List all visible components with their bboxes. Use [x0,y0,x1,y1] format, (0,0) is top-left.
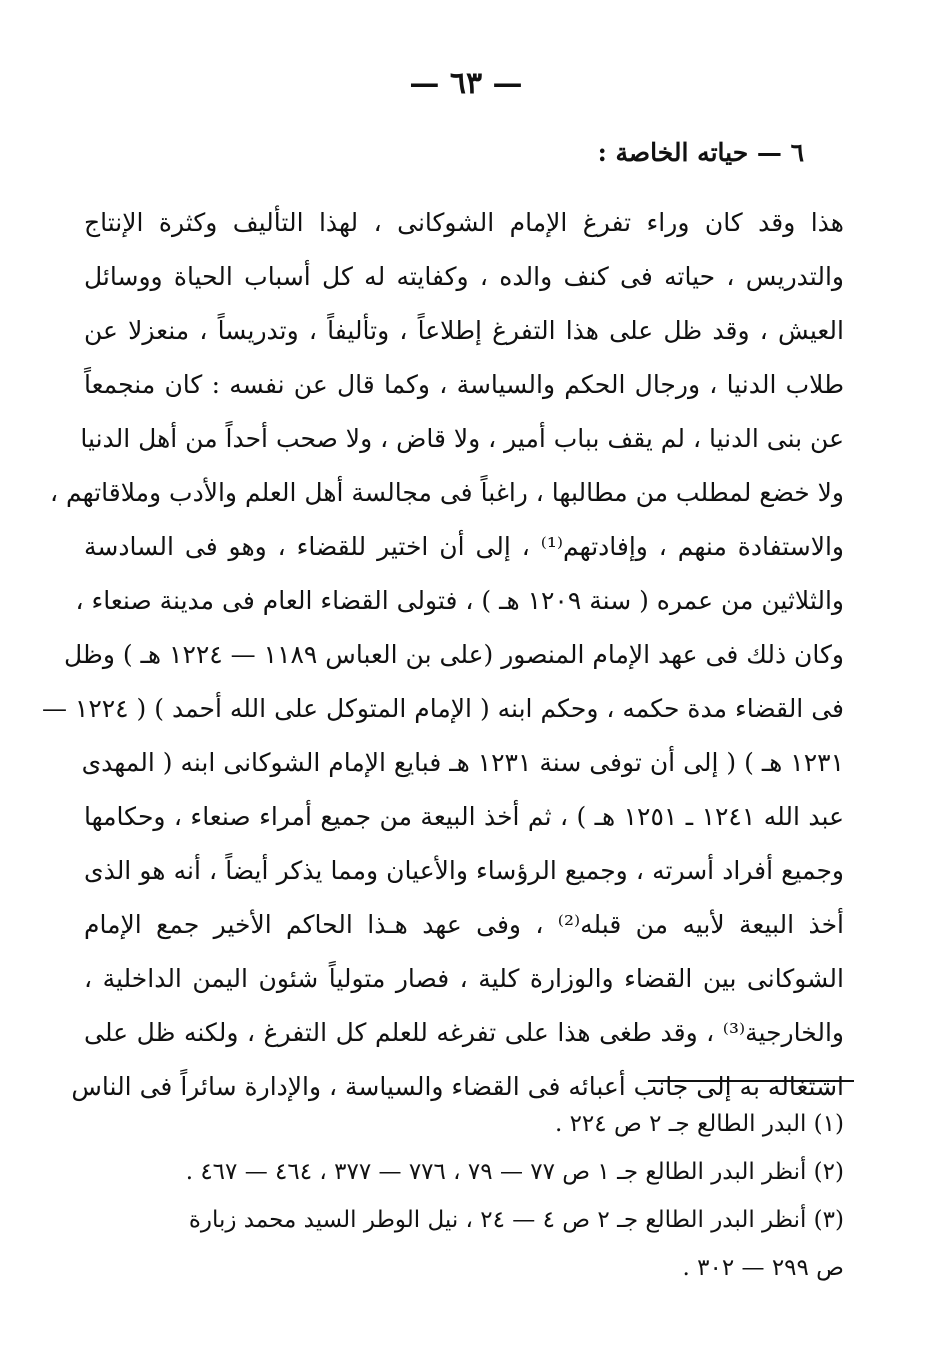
body-line: عن بنى الدنيا ، لم يقف بباب أمير ، ولا قاض ، ولا صحب أحداً من أهل الدنيا [80,424,844,453]
body-line: والثلاثين من عمره ( سنة ١٢٠٩ هـ ) ، فتولى القضاء العام فى مدينة صنعاء ، [75,586,844,615]
body-line: وكان ذلك فى عهد الإمام المنصور (على بن العباس ١١٨٩ — ١٢٢٤ هـ ) وظل [64,640,844,669]
footnote-3: (٣) أنظر البدر الطالع جـ ٢ ص ٤ — ٢٤ ، نيل الوطر السيد محمد زبارة [188,1207,844,1233]
body-text [41,196,844,1114]
page-number: — ٦٣ — [409,66,523,101]
footnotes [84,1100,844,1292]
footnote-divider [648,1080,854,1082]
body-line: ولا خضع لمطلب من مطالبها ، راغباً فى مجالسة أهل العلم والأدب وملاقاتهم ، [50,478,844,507]
body-line: والخارجية⁽³⁾ ، وقد طغى هذا على تفرغه للعلم كل التفرغ ، ولكنه ظل على [84,1018,844,1047]
footnote-3-continued: ص ٢٩٩ — ٣٠٢ . [682,1255,844,1281]
footnote-1: (١) البدر الطالع جـ ٢ ص ٢٢٤ . [554,1111,844,1137]
body-line: أخذ البيعة لأبيه من قبله⁽²⁾ ، وفى عهد هـذا الحاكم الأخير جمع الإمام [84,910,844,939]
body-line: ١٢٣١ هـ ) ( إلى أن توفى سنة ١٢٣١ هـ فبايع الإمام الشوكانى ابنه ( المهدى [81,748,844,777]
body-line: الشوكانى بين القضاء والوزارة كلية ، فصار متولياً شئون اليمن الداخلية ، [84,964,844,993]
section-heading: ٦ — حياته الخاصة : [597,138,804,167]
body-line: العيش ، وقد ظل على هذا التفرغ إطلاعاً ، وتأليفاً ، وتدريساً ، منعزلا عن [84,316,844,345]
footnote-2: (٢) أنظر البدر الطالع جـ ١ ص ٧٧ — ٧٩ ، ٧٧٦ — ٣٧٧ ، ٤٦٤ — ٤٦٧ . [185,1159,844,1185]
body-line: طلاب الدنيا ، ورجال الحكم والسياسة ، وكما قال عن نفسه : كان منجمعاً [84,370,844,399]
body-line: عبد الله ١٢٤١ ـ ١٢٥١ هـ ) ، ثم أخذ البيعة من جميع أمراء صنعاء ، وحكامها [84,802,844,831]
body-line: فى القضاء مدة حكمه ، وحكم ابنه ( الإمام المتوكل على الله أحمد ) ( ١٢٢٤ — [41,694,844,723]
body-line: هذا وقد كان وراء تفرغ الإمام الشوكانى ، لهذا التأليف وكثرة الإنتاج [84,208,844,237]
body-line: والتدريس ، حياته فى كنف والده ، وكفايته له كل أسباب الحياة ووسائل [84,262,844,291]
body-line: اشتغاله به إلى جانب أعبائه فى القضاء والسياسة ، والإدارة سائراً فى الناس [71,1072,844,1101]
body-line: وجميع أفراد أسرته ، وجميع الرؤساء والأعيان ومما يذكر أيضاً ، أنه هو الذى [84,856,844,885]
body-line: والاستفادة منهم ، وإفادتهم⁽¹⁾ ، إلى أن اختير للقضاء ، وهو فى السادسة [84,532,844,561]
